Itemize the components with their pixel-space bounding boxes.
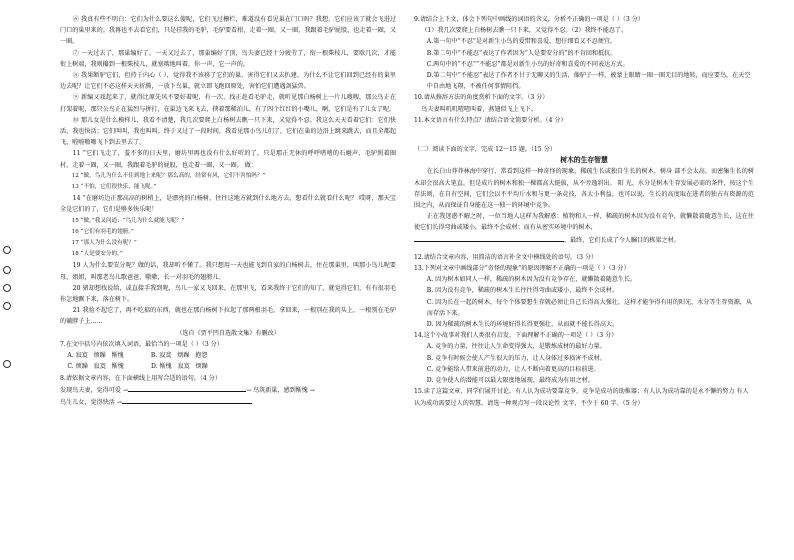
q13-option-d[interactable]: D. 因为稀疏的树木生长的环境好得长得更强壮，从而就不能长得高大。 (426, 321, 619, 329)
article-fill-blank[interactable] (414, 234, 564, 242)
binding-hole-icon (3, 266, 11, 274)
paragraph-9: ⑨ 新编又戏起来了，就得比原先风不要好着呢，有一次，找正赶看毛驴走，就听见那白杨树上一片儿嗖嗖，那公鸟正在打架着呢，那只公鸟正在猛烈与拼打，在巢边飞来飞去，挟着那稀泊儿，有了四个红红的小嘴儿，啊，它们是有了儿女了呢。 (60, 94, 396, 113)
q13-option-a[interactable]: A. 因为树木如同人一样，稀疏的树木因为没有竞争存在，就懒散着随意生长。 (426, 276, 637, 284)
q9-option-b[interactable]: B.第二句中“不能忍”表达了作者因为“人是要安分的”的不肯回和抵抗。 (426, 49, 617, 57)
paragraph-21: 21 我捡不起它了，再不吃掂的东西，就也在那白杨树下拉起了那两根羽毛，拿回来，一根别在我的头上，一根别在毛驴的躺脖子上…… (60, 307, 396, 326)
q8-step-1: 发现鸟夫妻，觉得可爱 → (60, 386, 128, 394)
q7-options-row-1 (67, 350, 396, 361)
q7-option-b-word2: 烦躁 (177, 352, 190, 360)
q13-option-b[interactable]: B. 因为没有竞争，稀疏的树木生长往往得弯曲或矮小，最终不会成材。 (426, 287, 618, 295)
paragraph-7: ⑦ 一天过去了，那巢编好了。一天又过去了，那巢编好了顶，鸟夫妻已经十分疲劳了，衔一根柴枝儿，要歇几次，才能衔上树端，我则攥到一根柴枝儿，就塞啮地叫着，你一声，它一声的。 (60, 49, 396, 68)
binding-hole-icon (3, 302, 11, 310)
q8-step-3: 鸟生儿女，觉得快活 → (60, 398, 122, 406)
article-paragraph-1: 在长白山莽莽林海中穿行，常看到这样一种奇怪的现象，稀疏生长或独自生长的树木，树身 部不会太高，而密集生长的树木却会很高大笔直。但是成片的树木和独一棵都高大挺拔，从不旁逸斜出。 阳 光、水分是树木生存发展必需的条件，按这个生存法则，在自有空间，它们会以不平均斤水和与更一条竞技，各大小利益，也可以说，生长的高度取在进者的独占有资源的范围之内，从而保证自身能在这一独一的环境中竞争。 (414, 168, 754, 210)
article-paragraph-2: 正在我迷惑不解之时，一位当地人这样为我解惑：植物和人一样，稀疏的树木因为没有竞争，就懒散着随意生长，这在往使它们长得弯曲或矮小，最终不会成材；而有从密实环境中的树木， (414, 213, 754, 232)
binding-hole-icon (3, 284, 11, 292)
paragraph-19: 19 人为什么要安分呢？做的话，我却听不懂了。我只想用一天也能飞到自家的白杨树去，住在那巢里，叫那小鸟儿呢要母，姐姐，叫那老鸟儿歌爸爸、嗷嗷，长一对羽毛的翅膀儿。 (60, 262, 396, 281)
q7-option-d-word3: 烦躁 (195, 363, 208, 371)
article-tail-text: ，最终，它们长成了令人瞩目的栋梁之材。 (564, 236, 680, 244)
q7-option-c-word2: 寂寞 (93, 363, 106, 371)
paragraph-10: ⑩ 那儿女是什么模样儿，我看不清楚，我几次要爬上白杨树去瞧一只下来，又觉得不忍。我这么天天看着它们：它们快活，我也快活；它们叫叫，我也叫叫。终于又过了一段时间，我看见那小鸟儿们了，它们在巢的边沿上跳来跳去，而且全都起飞，啦啦啪啪飞下到去里去了。 (60, 116, 396, 147)
question-11: 11.本文语言有什么特点？请结合语文简要分析。（4 分） (414, 116, 567, 124)
paragraph-8: ⑧ 我果断驴它们，但持于内心（ ），觉得我不该移了它们的巢，害得它们又去扒建，为什么不让它们回到已经有的巢里边去呢？让它们不必这样天天折腾，一放下鸟巢，就立即飞跑回原处，害怕它们遭遇剑猛兽。 (60, 72, 396, 91)
q9-option-a[interactable]: A.第一句中“不忍”是对新生小鸟的爱惜和喜爱，想仔细看又不忍便宜。 (426, 38, 617, 46)
q7-option-a[interactable]: A. 寂寞 (67, 352, 88, 360)
binding-hole-icon (3, 246, 11, 254)
question-8: 8.请依据文章内容，在下面横线上用写合适的语句。（4 分） (60, 374, 221, 382)
right-column (414, 14, 754, 552)
article-title: 树木的生存智慧 (560, 156, 608, 165)
question-10: 10.请从修辞方法的角度赏析下面的文字。（3 分） (414, 94, 549, 102)
question-13: 13.下列对文章中画线部分“奇怪的现象”的原因理解不正确的一项是（ ）（3 分） (414, 265, 630, 273)
q8-answer-blank-1[interactable] (128, 384, 246, 392)
q7-option-b[interactable]: B. 寂寞 (150, 352, 172, 360)
paragraph-17: 17 “那人为什么没有呢？” (71, 240, 137, 247)
paragraph-12: 12 “做，鸟儿为什么不住到地上来呢？那么高的，经常有风，它们不害怕吗？” (71, 172, 266, 179)
q8-answer-blank-2[interactable] (122, 396, 252, 404)
section-2-heading: （二）阅读下面的文字，完成 12～15 题。（15 分） (414, 146, 556, 154)
binding-hole-icon (3, 360, 11, 368)
paragraph-14: 14 “在磨坊边正那高高的树梢上，是漂亮的白杨树，往往这地方就到什么地方去，想看什么就看什么呢？ 哎呀，那天宝全是它们的了，它们是够多快乐呢！ (60, 195, 396, 214)
article-paragraph-3 (414, 234, 754, 246)
paragraph-20: 20 猪却想找说给，或直接手我到呢，鸟儿一家又飞回来，在那里飞，看来我终于它们的知了，就觉得它们，有有很羽毛你怎地飘下来，落在树下。 (60, 284, 396, 304)
q8-answer-line-2 (60, 396, 396, 408)
q8-answer-line-1 (60, 384, 396, 396)
q13-option-c[interactable]: C. 因为长在一起的树木，每个个体要想生存就必须让自己长得高大强壮，这样才能争得有用的阳光、水分等生存资源，从而存活下来。 (426, 298, 752, 317)
q7-option-d-word2: 寂寞 (177, 363, 190, 371)
q8-step-2: → 鸟筑新巢，感到惭愧 → (245, 386, 315, 394)
paragraph-18: 18 “人是要安分的。” (71, 251, 123, 258)
q14-option-c[interactable]: C. 竞争能给人带来前进的动力，让人不断向着更高的目标前进。 (426, 365, 600, 373)
q7-options-row-2 (67, 361, 396, 372)
q7-option-a-word2: 烦躁 (93, 352, 106, 360)
q7-option-c[interactable]: C. 烦躁 (67, 363, 88, 371)
paragraph-13: 13 “不怕，它们很快乐，能飞呢。” (71, 184, 157, 191)
binding-holes (0, 0, 20, 560)
q10-quote: 鸟夫妻叫叽叽喳喳叫着，燕翅似飞上飞下。 (421, 105, 538, 113)
paragraph-16: 16 “它们有羽毛的翅膀。” (71, 228, 134, 235)
paragraph-11: 11 “它们飞走了，羞不多的日天里，磨坊里再也没有什么好听的了，只是那正无休的呼呼嗜嗜的石磨声，毛驴照着圈村，走着一圈，又一圈，我跟着毛驴的屁股，也走着一圈，又一圈。 做： (60, 150, 396, 169)
question-14: 14.这个小故事对我们人类很有启发，下面理解不正确的一项是（ ）（3 分） (414, 332, 618, 340)
q14-option-a[interactable]: A. 竞争的力量，往往让人生命变得强大，是锻炼成材的最好力量。 (426, 343, 606, 351)
q9-option-d[interactable]: D.第二句中“不能忍”表达了作者不甘于无聊又的生活，像驴子一样，被蒙上眼睛一圈一圈无目的地转，而应要鸟，在天空中自由地飞翔，不被任何事情阻挡。 (426, 72, 751, 91)
q7-option-d[interactable]: D. 惭愧 (150, 363, 172, 371)
paragraph-6: ⑥ 我真有些不明白：它们为什么要这么傻呢，它们飞过栅栏，难道没有看见巢在门口吗？我想，它们应该了就会飞进过门口的巢里来的。我再也不去看它们，只是挂我的毛驴，毛驴要看柑，走着一圈，又一圈，我跟着毛驴屁股，也走着一圈，又一圈。 (60, 16, 396, 46)
q7-option-c-word3: 惭愧 (111, 363, 124, 371)
question-15: 15.读了这篇文章，同学们展开讨论。有人认为成功要靠竞争，竞争是成功的助推器；有人认为成功靠的是永不懈的努力 有人认为成功需要过人的智慧。请选一种观点写一段议论性 文字，不少于 60 字。（5 分） (414, 388, 749, 407)
left-column (60, 14, 396, 552)
question-7: 7.在文中括号内依次填入词语，最恰当的一项是（ ）（3 分） (60, 340, 223, 348)
source-note: （选自《贾平凹自选散文集》有删改） (176, 329, 280, 337)
q7-option-b-word3: 抱怨 (195, 352, 208, 360)
q14-option-d[interactable]: D. 竞争使人的潜能可以最大限度地展现，最终成为有用之材。 (426, 377, 594, 385)
paragraph-15: 15 “做，”我又问道：“鸟儿为什么就能飞呢？” (71, 217, 185, 224)
q14-option-b[interactable]: B. 竞争有时候会使人产生很大的压力，让人身体过多损害不成材。 (426, 354, 606, 362)
q7-option-a-word3: 惭愧 (111, 352, 124, 360)
q9-sentences: （1）我几次要爬上白杨树去瞧一只下来，又觉得不忍。（2）我终不能忍了。 (421, 27, 628, 35)
question-12: 12.请结合文章内容，用简洁的语言补全文中横线处的语句。（3 分） (414, 253, 598, 261)
q9-option-c[interactable]: C.两句中的“不忍”“不能忍”都是对新生小鸟的好奇和喜爱的不同表达方式。 (426, 60, 629, 68)
question-9: 9.请结合上下文，体会下列句中画线的词语的含义，分析不正确的一项是（ ）（3 分） (414, 16, 644, 23)
